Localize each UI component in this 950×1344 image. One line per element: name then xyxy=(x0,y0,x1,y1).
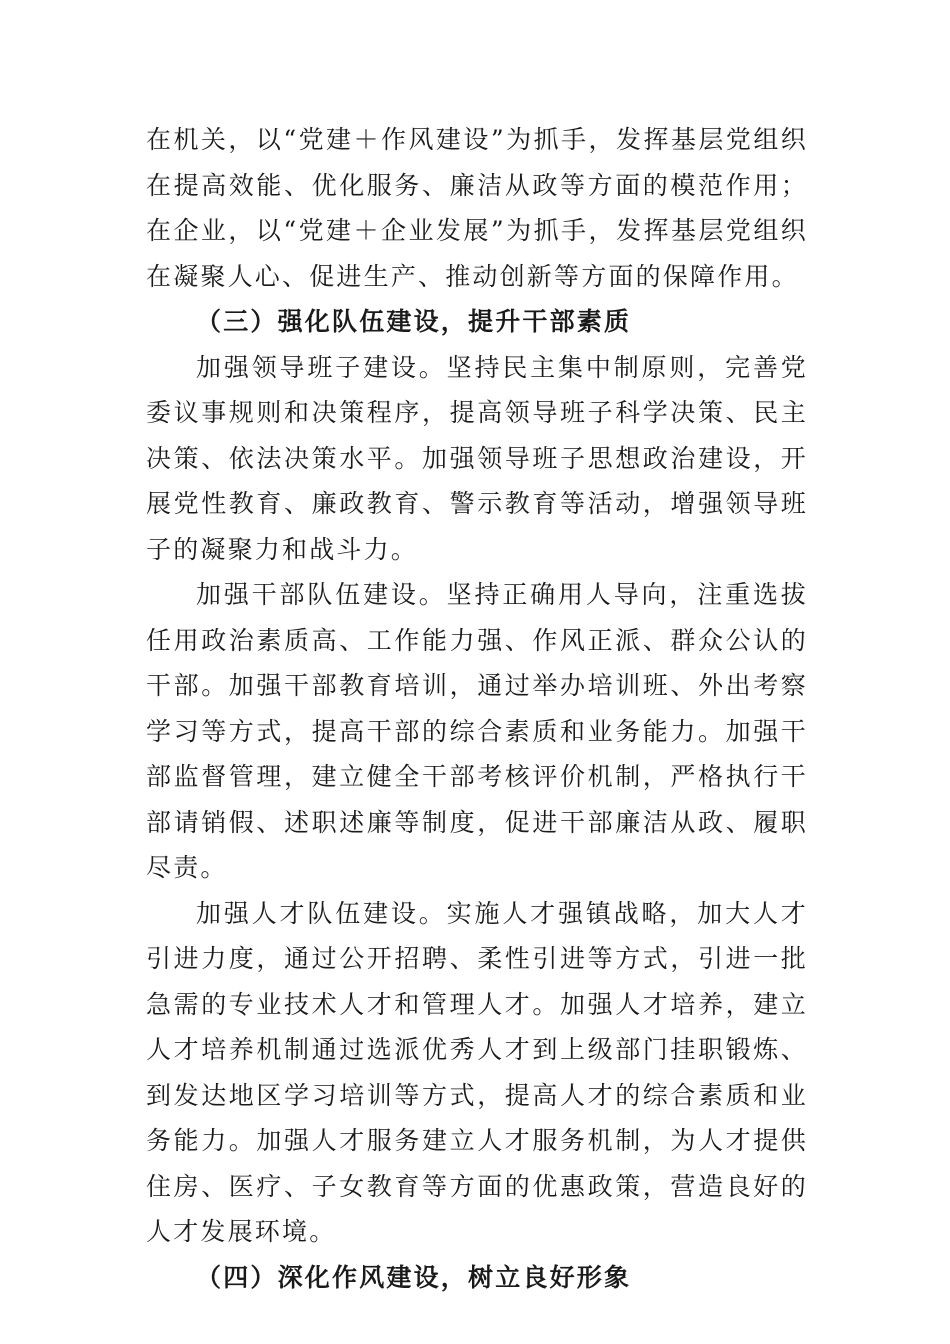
paragraph-talent: 加强人才队伍建设。实施人才强镇战略，加大人才引进力度，通过公开招聘、柔性引进等方式，引进一批急需的专业技术人才和管理人才。加强人才培养，建立人才培养机制通过选派优秀人才到上级部门挂职锻炼、到发达地区学习培训等方式，提高人才的综合素质和业务能力。加强人才服务建立人才服务机制，为人才提供住房、医疗、子女教育等方面的优惠政策，营造良好的人才发展环境。 xyxy=(146,898,808,1246)
section-heading-3: （三）强化队伍建设，提升干部素质 xyxy=(196,307,632,336)
paragraph-cadres: 加强干部队伍建设。坚持正确用人导向，注重选拔任用政治素质高、工作能力强、作风正派、群众公认的干部。加强干部教育培训，通过举办培训班、外出考察学习等方式，提高干部的综合素质和业务能力。加强干部监督管理，建立健全干部考核评价机制，严格执行干部请销假、述职述廉等制度，促进干部廉洁从政、履职尽责。 xyxy=(146,580,808,882)
section-heading-4: （四）深化作风建设，树立良好形象 xyxy=(196,1262,632,1292)
paragraph-leadership: 加强领导班子建设。坚持民主集中制原则，完善党委议事规则和决策程序，提高领导班子科学决策、民主决策、依法决策水平。加强领导班子思想政治建设，开展党性教育、廉政教育、警示教育等活动，增强领导班子的凝聚力和战斗力。 xyxy=(146,352,808,564)
document-body xyxy=(146,117,808,1300)
paragraph-continuation: 在机关，以“党建＋作风建设”为抓手，发挥基层党组织在提高效能、优化服务、廉洁从政等方面的模范作用；在企业，以“党建＋企业发展”为抓手，发挥基层党组织在凝聚人心、促进生产、推动创新等方面的保障作用。 xyxy=(146,125,808,291)
